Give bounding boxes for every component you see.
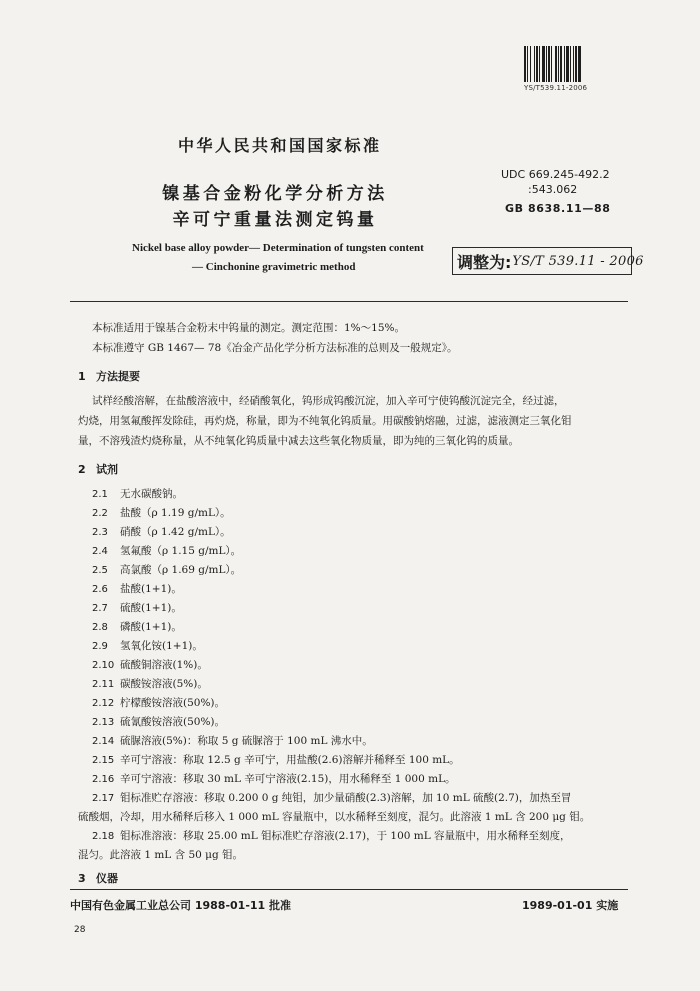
method-summary-line: 灼烧，用氢氟酸挥发除硅，再灼烧，称量，即为不纯氧化钨质量。用碳酸钠熔融，过滤，滤液测定三氧化钼 <box>78 415 572 427</box>
effective-date: 1989-01-01 实施 <box>522 899 619 912</box>
reagent-item: 2.13 硫氰酸铵溶液(50%)。 <box>92 716 226 728</box>
section-heading-reagents <box>78 461 118 477</box>
title-english-line-2: — Cinchonine gravimetric method <box>192 261 356 273</box>
gb-standard-number: GB 8638.11—88 <box>505 202 611 215</box>
title-chinese-line-2: 辛可宁重量法测定钨量 <box>172 210 378 230</box>
section-heading-instruments <box>78 870 118 886</box>
intro-scope: 本标准适用于镍基合金粉末中钨量的测定。测定范围：1%～15%。 <box>92 322 405 334</box>
reagent-item: 2.2 盐酸（ρ 1.19 g/mL）。 <box>92 507 231 519</box>
reagent-item: 2.4 氢氟酸（ρ 1.15 g/mL）。 <box>92 545 242 557</box>
udc-code: UDC 669.245-492.2 <box>501 168 610 181</box>
section-heading-method <box>78 368 140 384</box>
section-title: 方法提要 <box>96 370 140 383</box>
title-chinese-line-1: 镍基合金粉化学分析方法 <box>162 184 388 204</box>
reagent-item: 2.11 碳酸铵溶液(5%)。 <box>92 678 208 690</box>
reagent-item-continuation: 硫酸烟，冷却，用水稀释后移入 1 000 mL 容量瓶中，以水稀释至刻度，混匀。此溶液 1 mL 含 200 μg 钼。 <box>78 811 591 823</box>
reagent-item: 2.12 柠檬酸铵溶液(50%)。 <box>92 697 226 709</box>
section-number: 1 <box>78 370 86 383</box>
barcode-bars <box>524 46 608 82</box>
reagent-item: 2.17 钼标准贮存溶液：移取 0.200 0 g 纯钼，加少量硝酸(2.3)溶解，加 10 mL 硫酸(2.7)，加热至冒 <box>92 792 572 804</box>
reagent-item: 2.5 高氯酸（ρ 1.69 g/mL）。 <box>92 564 242 576</box>
intro-compliance: 本标准遵守 GB 1467— 78《冶金产品化学分析方法标准的总则及一般规定》。 <box>92 342 458 354</box>
revision-stamp <box>452 247 644 275</box>
section-title: 仪器 <box>96 872 118 885</box>
stamp-handwritten-code: YS/T 539.11 - 2006 <box>512 253 644 269</box>
footer-divider <box>70 889 628 890</box>
title-english-line-1: Nickel base alloy powder— Determination of tungsten content <box>132 242 424 254</box>
page-number: 28 <box>74 925 86 935</box>
method-summary-line: 试样经酸溶解，在盐酸溶液中，经硝酸氧化，钨形成钨酸沉淀，加入辛可宁使钨酸沉淀完全，经过滤， <box>92 395 565 407</box>
section-number: 3 <box>78 872 86 885</box>
reagent-item: 2.18 钼标准溶液：移取 25.00 mL 钼标准贮存溶液(2.17)，于 100 mL 容量瓶中，用水稀释至刻度， <box>92 830 571 842</box>
reagent-item: 2.8 磷酸(1+1)。 <box>92 621 182 633</box>
reagent-item: 2.14 硫脲溶液(5%)：称取 5 g 硫脲溶于 100 mL 沸水中。 <box>92 735 373 747</box>
barcode <box>524 46 608 92</box>
method-summary-line: 量，不溶残渣灼烧称量，从不纯氧化钨质量中减去这些氧化物质量，即为纯的三氧化钨的质量。 <box>78 435 519 447</box>
stamp-label: 调整为: <box>457 252 512 272</box>
reagent-item: 2.7 硫酸(1+1)。 <box>92 602 182 614</box>
barcode-caption: YS/T539.11-2006 <box>524 84 588 92</box>
reagent-item: 2.16 辛可宁溶液：移取 30 mL 辛可宁溶液(2.15)，用水稀释至 1 000 mL。 <box>92 773 456 785</box>
reagent-item: 2.6 盐酸(1+1)。 <box>92 583 182 595</box>
reagent-item: 2.15 辛可宁溶液：称取 12.5 g 辛可宁，用盐酸(2.6)溶解并稀释至 100 mL。 <box>92 754 460 766</box>
reagent-item: 2.9 氢氧化铵(1+1)。 <box>92 640 203 652</box>
reagent-item-continuation: 混匀。此溶液 1 mL 含 50 μg 钼。 <box>78 849 244 861</box>
header-divider <box>70 301 628 302</box>
barcode-bar <box>581 46 582 82</box>
approval-line: 中国有色金属工业总公司 1988-01-11 批准 <box>70 899 292 912</box>
reagent-item: 2.3 硝酸（ρ 1.42 g/mL）。 <box>92 526 231 538</box>
udc-code-continuation: :543.062 <box>528 183 578 196</box>
reagent-item: 2.1 无水碳酸钠。 <box>92 488 183 500</box>
standard-type-heading: 中华人民共和国国家标准 <box>178 136 382 155</box>
section-title: 试剂 <box>96 463 118 476</box>
reagent-item: 2.10 硫酸铜溶液(1%)。 <box>92 659 208 671</box>
section-number: 2 <box>78 463 86 476</box>
